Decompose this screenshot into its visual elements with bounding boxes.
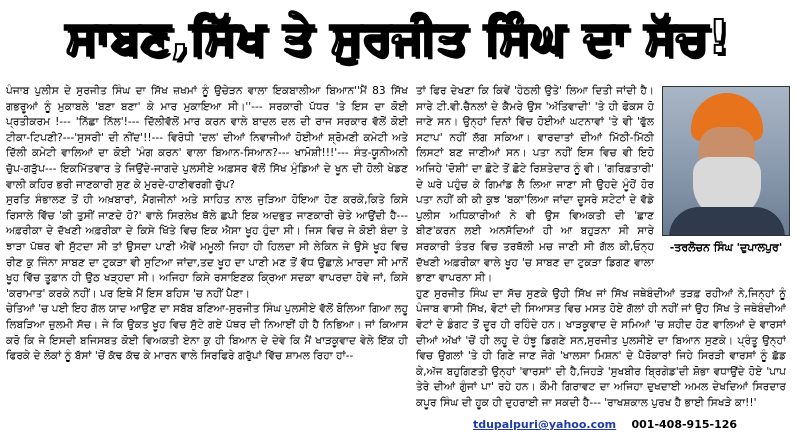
right-paragraph-1: ਤਾਂ ਫਿਰ ਦੇਖਣਾ ਕਿ ਕਿਵੇਂ 'ਹੇਠਲੀ ਉਤੇ' ਲਿਆ ਦਿਤੀ ਜਾਂਦੀ ਹੈ। ਸਾਰੇ ਟੀ.ਵੀ.ਚੈਨਲਾਂ ਦੇ ਕੈਮਰੇ ਉਸ 'ਅੱਤਿਵਾਦੀ' 'ਤੇ ਹੀ ਫੋਕਸ ਹੋ ਜਾਣੇ ਸਨ। ਉਨ੍ਹਾਂ ਦਿਨਾਂ ਵਿੱਚ ਹੋਈਆਂ ਘਟਨਾਵਾਂ 'ਤੇ ਵੀ 'ਫੁੱਲ ਸਟਾਪ' ਨਹੀਂ ਲੱਗ ਸਕਿਆ। ਵਾਰਦਾਤਾਂ ਦੀਆਂ ਮਿੱਠੀ-ਮਿੱਠੀ ਲਿਸਟਾਂ ਬਣ ਜਾਣੀਆਂ ਸਨ। ਪਤਾ ਨਹੀਂ ਇਸ ਵਿਚ ਵੀ ਇਹੋ ਅਜਿਹੇ 'ਦੋਸ਼ੀ' ਦਾ ਛੋਟੇ ਤੋਂ ਛੋਟੇ ਰਿਸ਼ਤੇਦਾਰ ਨੂੰ ਵੀ। 'ਗਰਿਫ਼ਤਾਰੀ' ਦੇ ਘਰੇ ਪਹੁੰਚ ਕੇ ਗਿਮਾਂਡ ਲੈ ਲਿਆ ਜਾਣਾ ਸੀ ਉਹਦੇ ਮੂੰਹੋਂ ਹੋਰ ਪਤਾ ਨਹੀਂ ਕੀ ਕੀ ਕੁਝ 'ਬਕਾ'ਲਿਆ ਜਾਂਦਾ ਦੂਸਰੇ ਸਟੇਟਾਂ ਦੇ ਵੱਡੇ ਪੁਲੀਸ ਅਧਿਕਾਰੀਆਂ ਨੇ ਵੀ ਉਸ ਵਿਅਕਤੀ ਦੀ 'ਛਾਣ ਬੀਣ'ਕਰਨ ਲਈ ਅਨਸੱਦਿਆਂ ਹੀ ਆ ਬਹੁੜਨਾ ਸੀ ਸਾਰੇ ਸਰਕਾਰੀ ਤੰਤਰ ਵਿਚ ਤਰਥੱਲੀ ਮਚ ਜਾਣੀ ਸੀ ਗੱਲ ਕੀ,ਓਨ੍ਹ ਦੱਖਣੀ ਅਫ਼ਰੀਕਾ ਵਾਲੇ ਖੂਹ 'ਚ ਸਾਬਣ ਦਾ ਟੁਕੜਾ ਡਿਗਣ ਵਾਲਾ ਭਾਣਾ ਵਾਪਰਨਾ ਸੀ। [416,85,654,285]
author-email[interactable]: tdupalpuri@yahoo.com [472,418,617,431]
author-phone: 001-408-915-126 [631,418,738,431]
footer [430,418,780,431]
right-paragraph-2: ਹੁਣ ਸੁਰਜੀਤ ਸਿੰਘ ਦਾ ਸੱਚ ਸੁਣਕੇ ਉਹੀ ਸਿੱਖ ਜਾਂ ਸਿੱਖ ਜਥੇਬੰਦੀਆਂ ਤੜਫ਼ ਰਹੀਆਂ ਨੇ,ਜਿਨ੍ਹਾਂ ਨੂੰ ਪੰਜਾਬ ਵਾਸੀ ਸਿੱਖ, ਵੋਟਾਂ ਦੀ ਸਿਆਸਤ ਵਿਚ ਮਸਤ ਹੋਏ ਗੱਲਾਂ ਹੀ ਨਹੀਂ ਜਾਂ ਉਹ ਸਿੱਖ ਤੇ ਜਥੇਬੰਦੀਆਂ ਵੋਟਾਂ ਦੇ ਡੰਗਟ ਤੋਂ ਦੂਰ ਹੀ ਰਹਿੰਦੇ ਹਨ। ਖਾੜਕੂਵਾਦ ਦੇ ਸਮਿਆਂ 'ਚ ਸ਼ਹੀਦ ਹੋਣ ਵਾਲਿਆਂ ਦੇ ਵਾਰਸਾਂ ਦੀਆਂ ਅੱਖਾਂ 'ਚੋਂ ਹੀ ਲਹੂ ਦੇ ਹੰਝੂ ਡਿਗਣੇ ਸਨ,ਸੁਰਜੀਤ ਪੁਲਸੀਏ ਦਾ ਬਿਆਨ ਸੁਣਕੇ। ਪ੍ਰੰਤੂ ਉਨ੍ਹਾਂ ਵਿਚ ਉਗਲਾਂ 'ਤੇ ਹੀ ਗਿਣੇ ਜਾਣ ਜੋਗੇ 'ਖਾਲਸਾ ਮਿਸ਼ਨ' ਦੇ ਪੈਰੋਕਾਰਾਂ ਜਿਹੇ ਸਿਰੜੀ ਵਾਰਸਾਂ ਨੂੰ ਛੱਡ ਕੇ,ਅੱਜ ਬਹੁਗਿਣਤੀ ਉਨ੍ਹਾਂ 'ਵਾਰਸਾਂ' ਦੀ ਹੈ,ਜਿਹੜੇ 'ਸੁਖਬੀਰ ਬ੍ਰਿਗੇਡ'ਦੀ ਸ਼ੋਭਾ ਵਧਾਉਂਦੇ ਹੋਏ 'ਪਾਪ ਤੇਰੇ ਦੀਆਂ ਗੁੰਜਾਂ ਪਾ' ਰਹੇ ਹਨ। ਕੌਮੀ ਗਿਰਾਵਟ ਦਾ ਅਜਿਹਾ ਦੁਖਦਾਈ ਅਮਲ ਦੇਖਦਿਆਂ ਸਿਰਦਾਰ ਕਪੂਰ ਸਿੰਘ ਦੀ ਹੂਕ ਹੀ ਦੁਹਰਾਈ ਜਾ ਸਕਦੀ ਹੈ--- 'ਰਾਖਸ਼ਕਾਲ ਪੁਰਖ ਹੈ ਭਾਈ ਸਿਖੜੇ ਕਾ!!' [416,287,786,409]
headline: ਸਾਬਣ,ਸਿੱਖ ਤੇ ਸੁਰਜੀਤ ਸਿੰਘ ਦਾ ਸੱਚ! [65,10,731,64]
photo-caption: -ਤਰਲੋਚਨ ਸਿੰਘ 'ਦੁਪਾਲਪੁਰ' [669,241,783,254]
coat-shape [669,207,785,236]
author-photo [662,86,790,236]
left-paragraph-3: ਚੇਤਿਆਂ 'ਚ ਪਈ ਇਹ ਗੱਲ ਯਾਦ ਆਉਣ ਦਾ ਸਬੱਬ ਬਣਿਆ-ਸੁਰਜੀਤ ਸਿੰਘ ਪੁਲਸੀਏ ਵੱਲੋਂ ਬੋਲਿਆ ਗਿਆ ਲਹੂ ਲਿਬੜਿਆ ਜ਼ੁਲਮੀ ਸੱਚ। ਜੇ ਕਿ ਉਕਤ ਖੂਹ ਵਿਚ ਸੁੱਟੇ ਗਏ ਪੱਥਰ ਦੀ ਨਿਆਈਂ ਹੀ ਹੈ ਨਿਭਿਆ। ਜਾਂ ਕਿਆਸ ਕਰੋ ਕਿ ਜੇ ਇਸਦੀ ਬਜਿਸਬਤ ਕੋਈ ਵਿਅਕਤੀ ਏਨਾ ਕੁ ਹੀ ਬਿਆਨ ਦੇ ਦੇਵੇ ਕਿ ਮੈਂ ਖਾੜਕੂਵਾਦ ਵੇਲੇ ਇੱਕ ਹੀ ਫਿਰਕੇ ਦੇ ਲੋਕਾਂ ਨੂੰ ਬੱਸਾਂ 'ਚੋਂ ਕੱਢ ਕੱਢ ਕੇ ਮਾਰਨ ਵਾਲੇ ਸਿਰਫਿਰੇ ਗਰੁੱਪਾਂ ਵਿੱਚ ਸ਼ਾਮਲ ਰਿਹਾ ਹਾਂ-- [6,303,408,363]
left-paragraph-2: ਸੁਰਤਿ ਸੰਭਾਲਣ ਤੋਂ ਹੀ ਅਖ਼ਬਾਰਾਂ, ਮੈਗਜੀਨਾਂ ਅਤੇ ਸਾਹਿਤ ਨਾਲ ਜੁੜਿਆ ਹੋਇਆ ਹੋਣ ਕਰਕੇ,ਕਿਤੇ ਕਿਸੇ ਰਿਸਾਲੇ ਵਿੱਚ 'ਕੀ ਤੁਸੀਂ ਜਾਣਦੇ ਹੋ?' ਵਾਲੇ ਸਿਰਲੇਖ ਥੱਲੇ ਛਪੀ ਇਕ ਅਦਭੁਤ ਜਾਣਕਾਰੀ ਚੇਤੇ ਆਉਂਦੀ ਹੈ--- ਅਫ਼ਰੀਕਾ ਦੇ ਦੱਖਣੀ ਅਫ਼ਰੀਕਾ ਦੇ ਕਿਸੇ ਖਿੱਤੇ ਵਿਚ ਇਕ ਐਸਾ ਖੂਹ ਹੁੰਦਾ ਸੀ। ਜਿਸ ਵਿਚ ਜੇ ਕੋਈ ਬੰਦਾ ਤੇ ਝਾੜਾ ਪੱਥਰ ਵੀ ਸੁੱਟਦਾ ਸੀ ਤਾਂ ਉਸਦਾ ਪਾਣੀ ਐਵੇਂ ਮਮੂਲੀ ਜਿਹਾ ਹੀ ਹਿਲਦਾ ਸੀ ਲੇਕਿਨ ਜੇ ਉਸੇ ਖੂਹ ਵਿਚ ਰੀਣ ਕੁ ਜਿੰਨਾ ਸਾਬਣ ਦਾ ਟੁਕੜਾ ਵੀ ਸੁਟਿਆ ਜਾਂਦਾ,ਤਦ ਖੂਹ ਦਾ ਪਾਣੀ ਮਣ ਤੋਂ ਵੱਧ ਉਛਾਲ਼ੇ ਮਾਰਦਾ ਸੀ ਮਾਨੋਂ ਖੂਹ ਵਿੱਚ ਤੂਫ਼ਾਨ ਹੀ ਉਠ ਖੜ੍ਹਦਾ ਸੀ। ਅਜਿਹਾ ਕਿਸੇ ਰਸਾਇਣਕ ਕ੍ਰਿਆ ਸਦਕਾ ਵਾਪਰਦਾ ਹੋਵੇ ਜਾਂ, ਕਿਸੇ 'ਕਰਾਮਾਤ' ਕਰਕੇ ਨਹੀਂ। ਪਰ ਇਥੇ ਮੈਂ ਇਸ ਬਹਿਸ 'ਚ ਨਹੀਂ ਪੈਣਾ। [6,194,408,300]
left-paragraph-1: ਪੰਜਾਬ ਪੁਲੀਸ ਦੇ ਸੁਰਜੀਤ ਸਿੰਘ ਦਾ ਸਿੱਖ ਜ਼ਖਮਾਂ ਨੂੰ ਉਚੇੜਨ ਵਾਲਾ ਇਕਬਾਲੀਆ ਬਿਆਨ''ਮੈਂ 83 ਸਿੱਖ ਗਭਰੂਆਂ ਨੂੰ ਮੁਕਾਬਲੇ 'ਬਣਾ ਬਣਾ' ਕੇ ਮਾਰ ਮੁਕਾਇਆ ਸੀ।''--- ਸਰਕਾਰੀ ਪੱਧਰ 'ਤੇ ਇਸ ਦਾ ਕੋਈ ਪ੍ਰਤੀਕਰਮ !--- 'ਨਿੱਛਾ ਨਿੱਲ'!--- ਦਿੱਲੀਵੱਲੋਂ ਮਾਰ ਕਰਨ ਵਾਲੇ ਬਾਦਲ ਦਲ ਦੀ ਰਾਜ ਸਰਕਾਰ ਵੱਲੋਂ ਕੋਈ ਟੀਕਾ-ਟਿਪਣੀ?---'ਸੁਸਰੀ' ਦੀ ਨੀਂਦ'!!--- ਵਿਰੋਧੀ 'ਦਲ' ਦੀਆਂ ਨਿਵਾਜੀਆਂ ਹੋਈਆਂ ਸ਼੍ਰੋਮਣੀ ਕਮੇਟੀ ਅਤੇ ਦਿੱਲੀ ਕਮੇਟੀ ਵਾਲਿਆਂ ਦਾ ਕੋਈ 'ਮੰਗ ਕਰਨ' ਵਾਲਾ ਬਿਆਨ-ਸਿਆਨ?--- ਖਾਮੋਸ਼ੀ!!!'--- ਸੰਤ-ਯੂਨੀਅਨੀ ਚੁੱਪ-ਗੜੁੱਪ--- ਇਕਮਿੱਤਵਾਰ ਤੇ ਜਿਉਂਦੇ-ਜਾਗਦੇ ਪੁਲਸੀਏ ਅਫ਼ਸਰ ਵੱਲੋਂ ਸਿੱਖ ਮੁੰਡਿਆਂ ਦੇ ਖੂਨ ਦੀ ਹੋਲੀ ਖੇਡਣ ਵਾਲੀ ਕਹਿਰ ਭਰੀ ਜਾਣਕਾਰੀ ਸੁਣ ਕੇ ਮੁਰਦੇ-ਹਾਣੀਵਰਗੀ ਚੁੱਪ? [6,85,408,191]
left-column [6,84,408,428]
